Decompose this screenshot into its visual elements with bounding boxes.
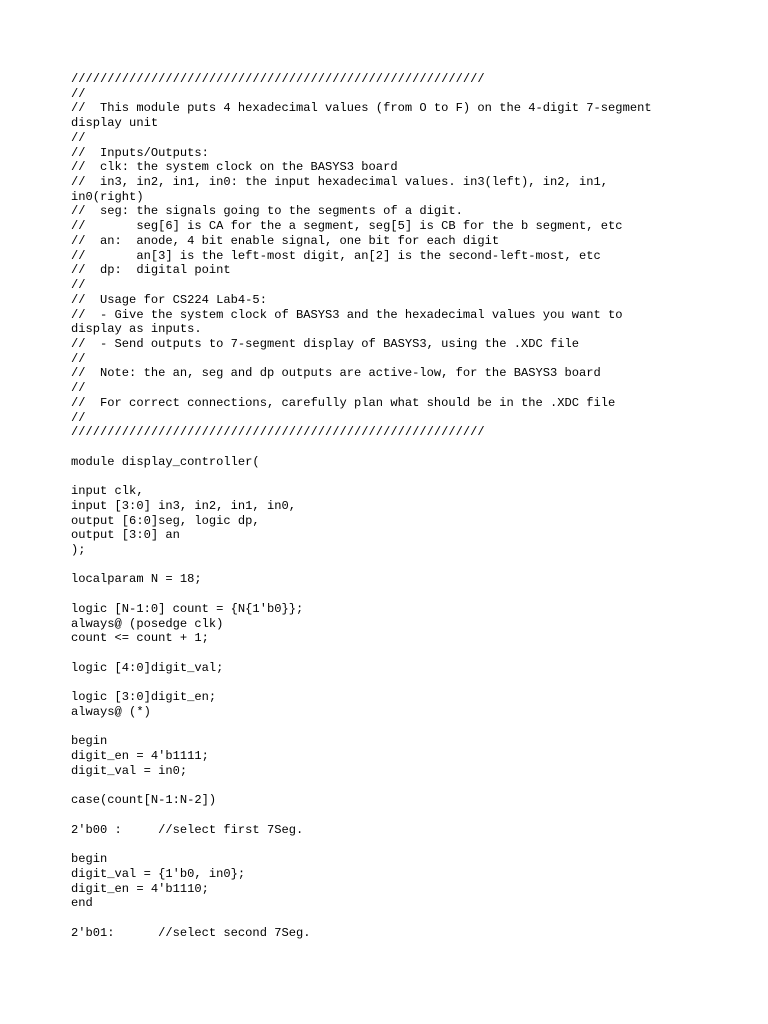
code-line: // This module puts 4 hexadecimal values (from O to F) on the 4-digit 7-segment bbox=[71, 101, 652, 116]
code-line: ///////////////////////////////////////////////////////// bbox=[71, 72, 485, 86]
code-line: // seg[6] is CA for the a segment, seg[5] is CB for the b segment, etc bbox=[71, 219, 623, 234]
code-line: // For correct connections, carefully plan what should be in the .XDC file bbox=[71, 395, 616, 410]
code-line: // dp: digital point bbox=[71, 263, 231, 278]
code-line: 2'b00 : //select first 7Seg. bbox=[71, 822, 304, 837]
code-line bbox=[71, 675, 731, 690]
code-line: // in3, in2, in1, in0: the input hexadecimal values. in3(left), in2, in1, bbox=[71, 175, 609, 190]
code-line bbox=[71, 587, 731, 602]
code-line: in0(right) bbox=[71, 189, 144, 204]
code-line: 2'b01: //select second 7Seg. bbox=[71, 925, 311, 940]
code-line bbox=[71, 911, 731, 926]
code-line: case(count[N-1:N-2]) bbox=[71, 793, 217, 808]
code-line: digit_val = {1'b0, in0}; bbox=[71, 866, 246, 881]
code-line: digit_en = 4'b1110; bbox=[71, 881, 209, 896]
code-line: begin bbox=[71, 852, 108, 867]
code-line: module display_controller( bbox=[71, 454, 260, 469]
code-line: // bbox=[71, 410, 86, 425]
code-line: ); bbox=[71, 543, 86, 557]
code-line: // - Send outputs to 7-segment display of BASYS3, using the .XDC file bbox=[71, 336, 580, 351]
code-line: end bbox=[71, 896, 93, 911]
code-line bbox=[71, 469, 731, 484]
code-line: logic [N-1:0] count = {N{1'b0}}; bbox=[71, 601, 304, 616]
code-line: input clk, bbox=[71, 484, 144, 499]
code-line: digit_en = 4'b1111; bbox=[71, 749, 209, 764]
code-line: display as inputs. bbox=[71, 322, 202, 337]
code-line: always@ (*) bbox=[71, 704, 151, 719]
code-line: // bbox=[71, 130, 86, 145]
code-line bbox=[71, 837, 731, 852]
code-line: // bbox=[71, 381, 86, 396]
code-line: // an: anode, 4 bit enable signal, one bit for each digit bbox=[71, 233, 500, 248]
code-line bbox=[71, 558, 731, 573]
code-line bbox=[71, 440, 731, 455]
code-line bbox=[71, 646, 731, 661]
code-line: // Usage for CS224 Lab4-5: bbox=[71, 292, 267, 307]
code-line: logic [4:0]digit_val; bbox=[71, 660, 224, 675]
code-line: // Note: the an, seg and dp outputs are active-low, for the BASYS3 board bbox=[71, 366, 601, 381]
code-line: ///////////////////////////////////////////////////////// bbox=[71, 425, 485, 440]
code-line: display unit bbox=[71, 116, 159, 131]
code-line: input [3:0] in3, in2, in1, in0, bbox=[71, 498, 296, 513]
code-line: logic [3:0]digit_en; bbox=[71, 690, 217, 705]
code-line: output [3:0] an bbox=[71, 528, 180, 543]
code-line: // an[3] is the left-most digit, an[2] is the second-left-most, etc bbox=[71, 248, 601, 263]
code-line: // - Give the system clock of BASYS3 and the hexadecimal values you want to bbox=[71, 307, 623, 322]
code-line bbox=[71, 808, 731, 823]
code-line: // seg: the signals going to the segments of a digit. bbox=[71, 204, 463, 219]
code-line: output [6:0]seg, logic dp, bbox=[71, 513, 260, 528]
code-line: // clk: the system clock on the BASYS3 board bbox=[71, 160, 398, 175]
code-line: localparam N = 18; bbox=[71, 572, 202, 587]
code-listing bbox=[71, 72, 731, 940]
code-line bbox=[71, 779, 731, 794]
code-line: count <= count + 1; bbox=[71, 631, 209, 646]
code-line: // Inputs/Outputs: bbox=[71, 145, 209, 160]
code-line: // bbox=[71, 86, 86, 101]
code-line: digit_val = in0; bbox=[71, 763, 188, 778]
code-line: begin bbox=[71, 734, 108, 749]
code-line bbox=[71, 720, 731, 735]
code-line: // bbox=[71, 278, 86, 293]
code-line: always@ (posedge clk) bbox=[71, 616, 224, 631]
code-line: // bbox=[71, 351, 86, 366]
